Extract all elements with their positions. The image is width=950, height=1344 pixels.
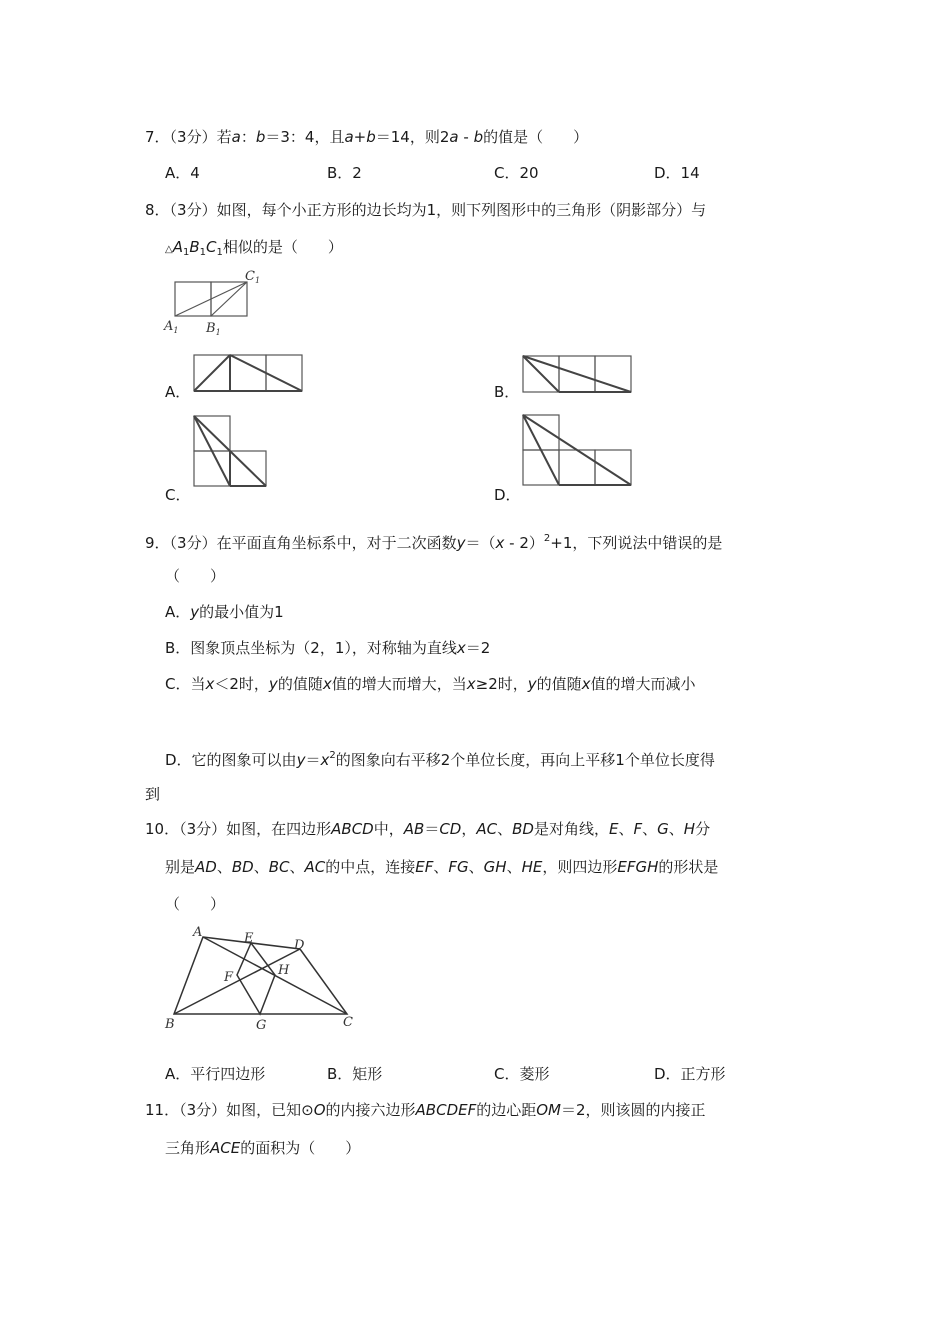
label-E: E [244, 931, 254, 946]
var-GH: GH [483, 858, 507, 876]
option-text: A． [165, 603, 191, 621]
q8-option-d-figure[interactable] [521, 413, 633, 487]
option-text: ＝ [305, 751, 321, 769]
q7-text: 若 [216, 128, 232, 146]
q7-number: 7． [145, 128, 170, 146]
var-BD: BD [231, 858, 254, 876]
var-A: A [172, 238, 183, 256]
q8-option-c[interactable]: C． [165, 486, 191, 504]
q9-text: - 2） [504, 534, 544, 552]
var-F: F [633, 820, 643, 838]
q9-score: （3分） [169, 534, 217, 552]
label-A: A [193, 925, 203, 940]
q8-score: （3分） [169, 201, 217, 219]
q10-text: ， [461, 820, 477, 838]
var-ACE: ACE [210, 1139, 241, 1157]
var-x: x [495, 534, 505, 552]
var-AB: AB [403, 820, 425, 838]
label-B: B [165, 1017, 175, 1032]
var-G: G [657, 820, 669, 838]
q10-text: ＝ [424, 820, 440, 838]
var-EF: EF [415, 858, 434, 876]
label-a1: $A_1$ [164, 319, 179, 335]
q10-text: 、 [433, 858, 449, 876]
q9-text: ＝（ [465, 534, 496, 552]
q11-stem-line2 [165, 1138, 360, 1158]
q7-option-a[interactable]: A．4 [165, 164, 200, 182]
q9-number: 9． [145, 534, 170, 552]
q10-option-b[interactable]: B．矩形 [327, 1065, 383, 1083]
var-EFGH: EFGH [617, 858, 659, 876]
q10-text: 、 [216, 858, 232, 876]
var-x: x [466, 675, 476, 693]
label-b1: $B_1$ [206, 321, 221, 337]
q10-number: 10． [145, 820, 180, 838]
var-BD: BD [512, 820, 534, 838]
q9-option-a[interactable] [165, 602, 284, 622]
q10-option-d[interactable]: D．正方形 [654, 1065, 726, 1083]
q10-text: 、 [668, 820, 684, 838]
q11-number: 11． [145, 1101, 180, 1119]
var-y: y [268, 675, 278, 693]
label-C: C [343, 1015, 353, 1030]
q11-text: 三角形 [165, 1139, 211, 1157]
q10-option-a[interactable]: A．平行四边形 [165, 1065, 266, 1083]
q10-score: （3分） [179, 820, 227, 838]
option-text: 值的增大而减小 [590, 675, 696, 693]
q8-option-c-figure[interactable] [192, 414, 268, 488]
var-b: b [366, 128, 376, 146]
q10-text: 的形状是 [658, 858, 719, 876]
q8-text: 如图，每个小正方形的边长均为1，则下列图形中的三角形（阴影部分）与 [216, 201, 707, 219]
q7-score: （3分） [169, 128, 217, 146]
var-AC: AC [304, 858, 326, 876]
q8-option-b[interactable]: B． [494, 383, 520, 401]
q8-stem-line2 [165, 237, 343, 263]
q9-answer-paren: （ ） [165, 567, 226, 585]
q11-text: 的内接六边形 [325, 1101, 416, 1119]
q10-text: 、 [618, 820, 634, 838]
var-y: y [527, 675, 537, 693]
triangle-symbol: △ [165, 244, 173, 255]
var-y: y [296, 751, 306, 769]
option-text: C．当 [165, 675, 206, 693]
option-text: D．它的图象可以由 [165, 751, 297, 769]
option-text: 的图象向右平移2个单位长度，再向上平移1个单位长度得 [335, 751, 715, 769]
var-HE: HE [521, 858, 543, 876]
q9-stem [145, 529, 722, 553]
q8-option-a[interactable]: A． [165, 383, 191, 401]
superscript: 2 [543, 533, 551, 544]
q7-stem [145, 127, 588, 147]
q11-text: 如图，已知⊙ [226, 1101, 314, 1119]
subscript: 1 [182, 247, 190, 258]
var-b: b [473, 128, 484, 146]
q7-option-d[interactable]: D．14 [654, 164, 700, 182]
q8-text: 相似的是（ ） [222, 238, 343, 256]
q10-text: 、 [497, 820, 513, 838]
q8-reference-figure [160, 268, 270, 338]
q10-text: 分 [695, 820, 711, 838]
q10-text: 如图，在四边形 [226, 820, 332, 838]
q7-text: - [458, 128, 474, 146]
option-text: 的值随 [536, 675, 582, 693]
var-a: a [231, 128, 241, 146]
q9-option-b[interactable] [165, 638, 490, 658]
q10-text: 、 [642, 820, 658, 838]
q9-option-d[interactable] [165, 746, 715, 770]
option-text: B．图象顶点坐标为（2，1），对称轴为直线 [165, 639, 457, 657]
q10-option-c[interactable]: C．菱形 [494, 1065, 550, 1083]
var-y: y [456, 534, 466, 552]
subscript: 1 [199, 247, 207, 258]
q11-text: 的面积为（ ） [240, 1139, 361, 1157]
q10-text: 别是 [165, 858, 196, 876]
var-x: x [205, 675, 215, 693]
var-AC: AC [476, 820, 498, 838]
q10-text: 的中点，连接 [325, 858, 416, 876]
q7-text: ： [240, 128, 256, 146]
q10-text: ，则四边形 [542, 858, 618, 876]
q11-text: 的边心距 [476, 1101, 537, 1119]
option-text: 值的增大而增大，当 [331, 675, 467, 693]
q11-text: ＝2，则该圆的内接正 [561, 1101, 706, 1119]
q10-text: 、 [253, 858, 269, 876]
q10-text: 、 [506, 858, 522, 876]
label-H: H [278, 963, 290, 978]
q10-answer-paren: （ ） [165, 895, 226, 913]
label-c1: $C_1$ [245, 269, 261, 285]
q7-option-c[interactable]: C．20 [494, 164, 539, 182]
q7-text: ＝14，则2 [375, 128, 450, 146]
q10-text: 、 [289, 858, 305, 876]
option-text: ＝2 [465, 639, 491, 657]
var-a: a [449, 128, 459, 146]
var-OM: OM [536, 1101, 561, 1119]
subscript: 1 [216, 247, 223, 258]
option-text: 的值随 [277, 675, 323, 693]
q10-quadrilateral-figure [160, 925, 360, 1035]
var-ABCD: ABCD [331, 820, 374, 838]
label-D: D [294, 938, 305, 953]
label-G: G [256, 1018, 267, 1033]
q10-text: 、 [468, 858, 484, 876]
q10-stem-line2 [165, 857, 718, 877]
q10-stem [145, 819, 710, 839]
q8-option-a-figure[interactable] [192, 353, 304, 393]
var-y: y [190, 603, 200, 621]
option-text: 的最小值为1 [199, 603, 284, 621]
q9-option-c[interactable] [165, 674, 696, 694]
q11-stem [145, 1100, 706, 1120]
var-b: b [255, 128, 266, 146]
label-F: F [224, 970, 234, 985]
var-x: x [322, 675, 332, 693]
superscript: 2 [329, 750, 336, 761]
option-text: ＜2时， [214, 675, 269, 693]
q9-option-d-wrap: 到 [145, 785, 161, 803]
q8-number: 8． [145, 201, 170, 219]
var-x: x [581, 675, 591, 693]
q7-text: ＝3：4，且 [265, 128, 345, 146]
var-x: x [320, 751, 330, 769]
q9-text: 在平面直角坐标系中，对于二次函数 [216, 534, 457, 552]
var-C: C [206, 238, 217, 256]
var-B: B [189, 238, 200, 256]
q8-stem [145, 200, 706, 220]
q9-text: +1，下列说法中错误的是 [550, 534, 723, 552]
var-x: x [456, 639, 466, 657]
q10-text: 是对角线， [533, 820, 609, 838]
var-O: O [313, 1101, 326, 1119]
q8-option-d[interactable]: D． [494, 486, 521, 504]
var-AD: AD [195, 858, 217, 876]
var-ABCDEF: ABCDEF [415, 1101, 477, 1119]
var-a: a [344, 128, 354, 146]
q8-option-b-figure[interactable] [521, 354, 633, 394]
q10-text: 中， [373, 820, 404, 838]
var-E: E [609, 820, 619, 838]
q7-text: 的值是（ ） [483, 128, 589, 146]
q7-option-b[interactable]: B．2 [327, 164, 362, 182]
var-H: H [683, 820, 696, 838]
option-text: ≥2时， [475, 675, 528, 693]
var-BC: BC [268, 858, 290, 876]
var-CD: CD [439, 820, 462, 838]
q11-score: （3分） [179, 1101, 227, 1119]
q7-text: + [353, 128, 367, 146]
var-FG: FG [448, 858, 469, 876]
